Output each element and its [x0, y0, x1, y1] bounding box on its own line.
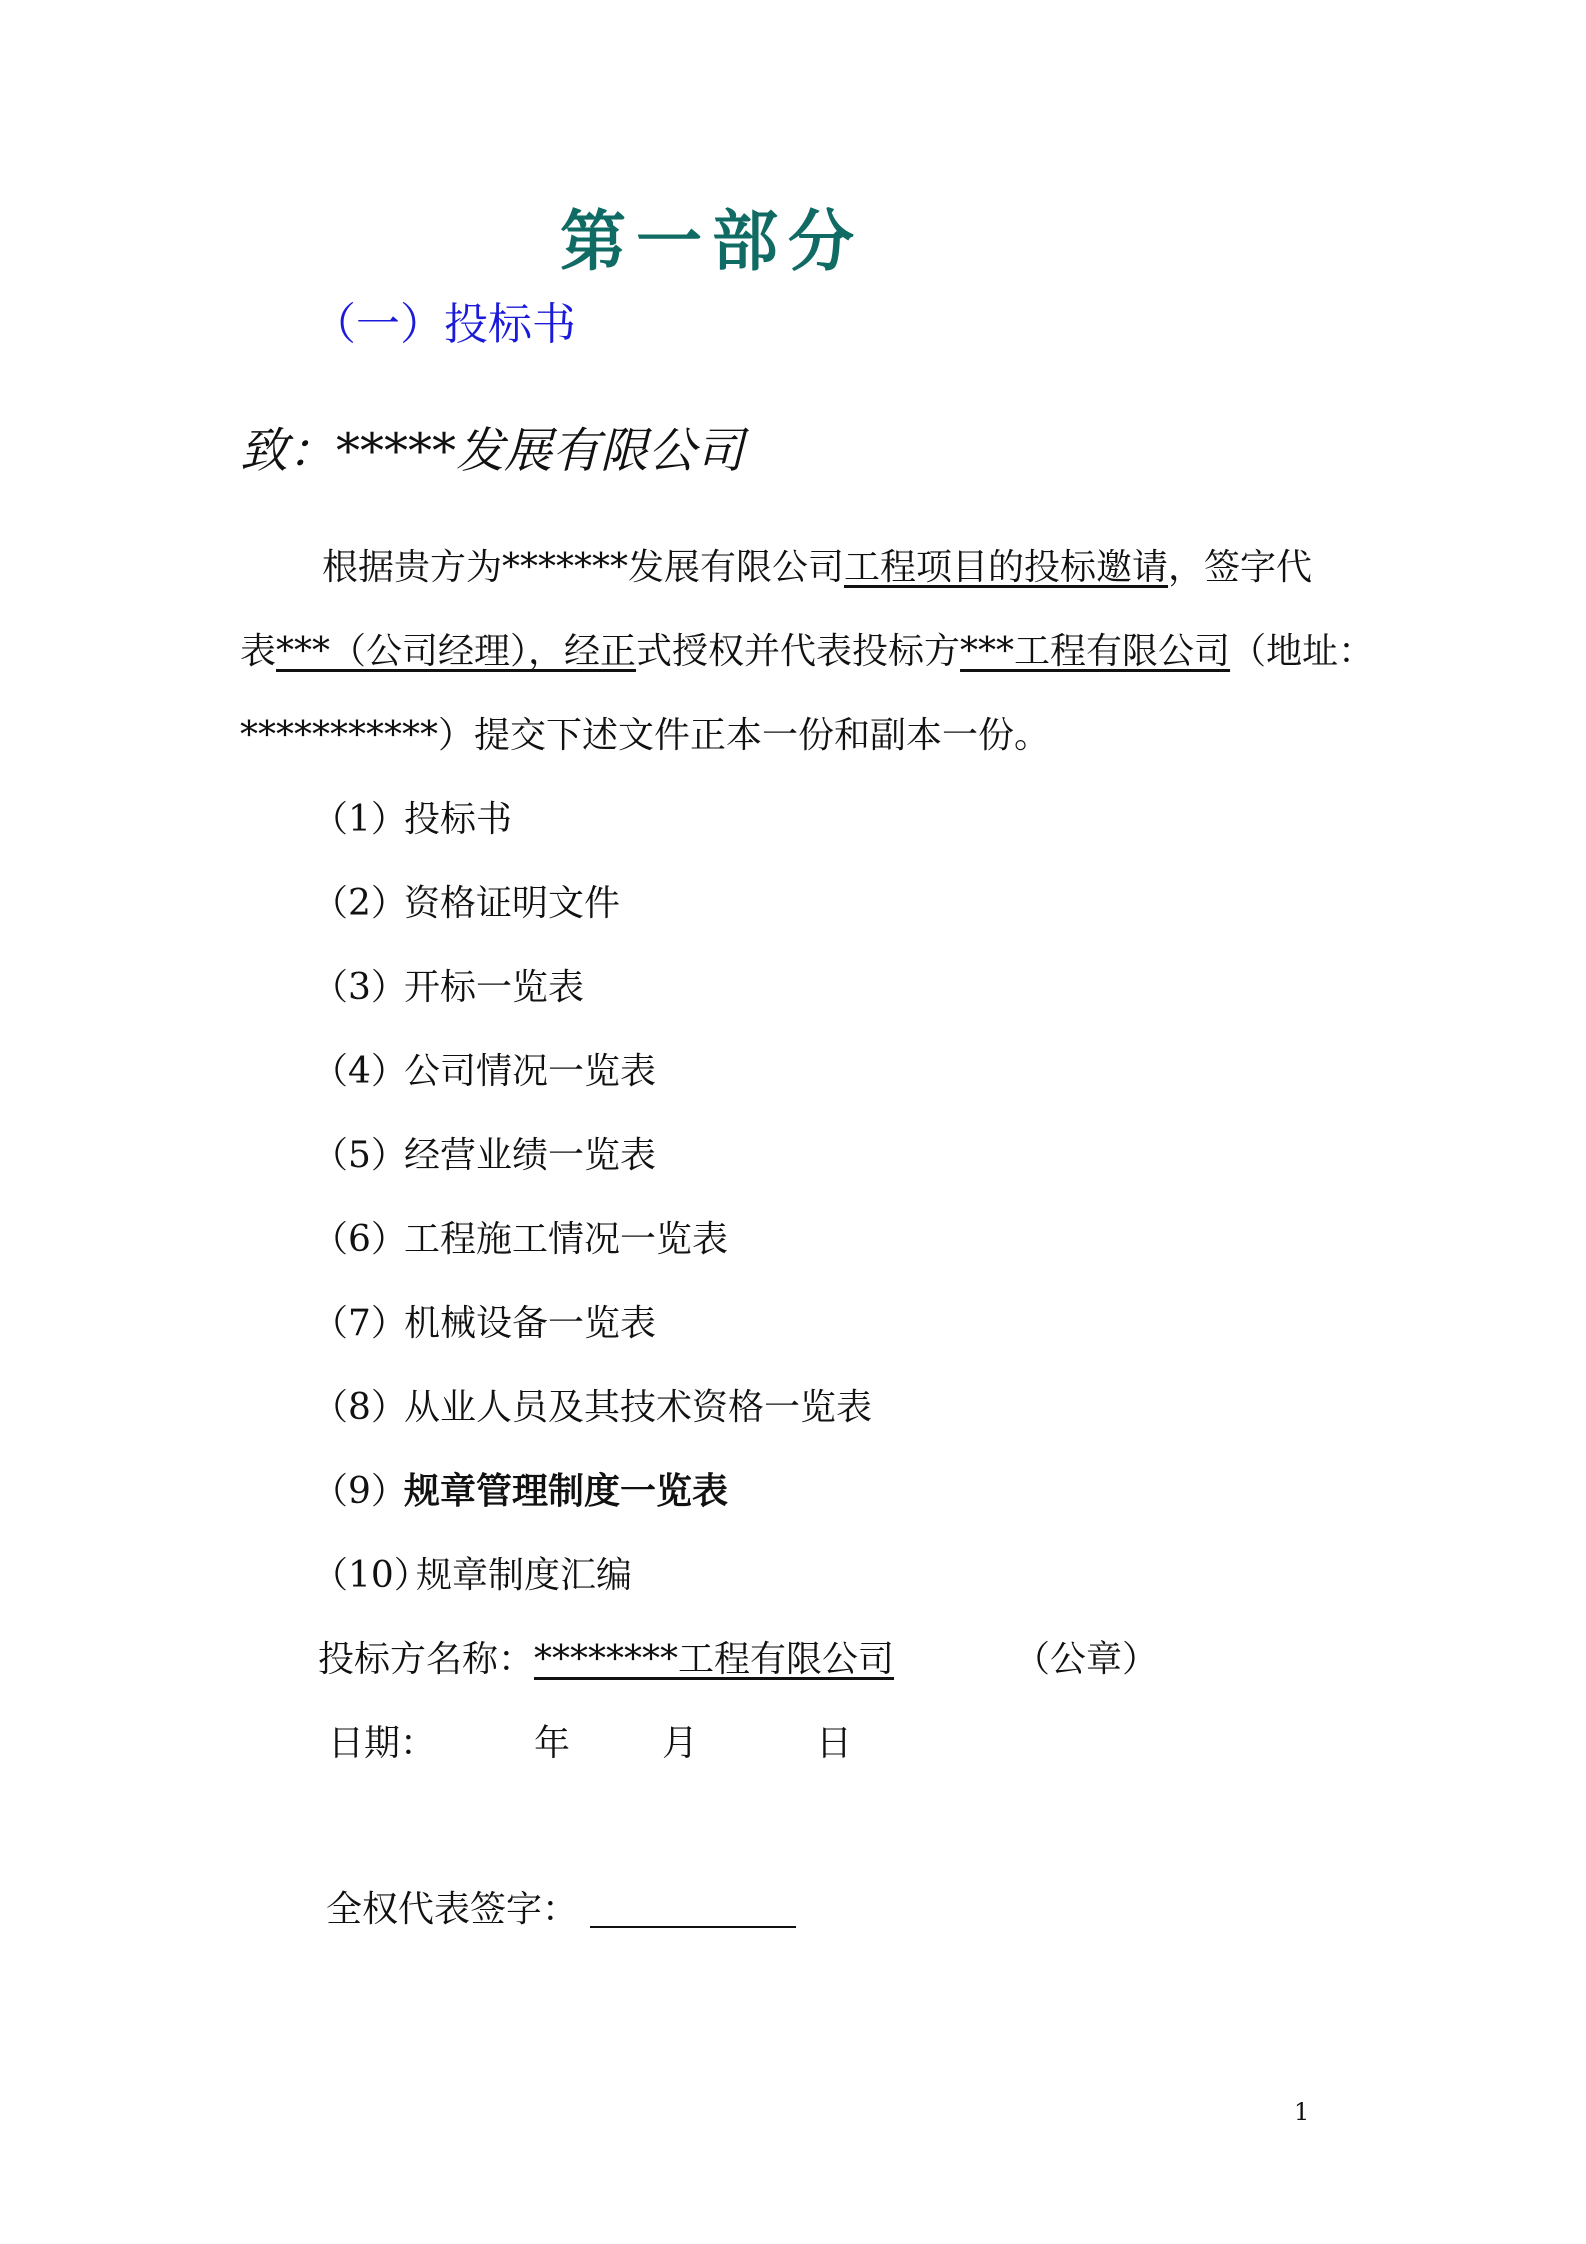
list-item — [312, 1218, 728, 1262]
signature-label: 全权代表签字： — [326, 1889, 579, 1930]
list-text: 机械设备一览表 — [404, 1303, 657, 1344]
list-number: （9） — [312, 1471, 407, 1512]
list-item — [312, 1554, 632, 1598]
paragraph-line-2 — [240, 630, 1374, 674]
list-item — [312, 1302, 656, 1346]
list-number: （2） — [312, 883, 407, 924]
list-text: 投标书 — [404, 799, 513, 840]
list-item — [312, 966, 584, 1010]
paragraph-line-3: ***********）提交下述文件正本一份和副本一份。 — [240, 715, 1051, 756]
bidder-name: ********工程有限公司 — [534, 1639, 895, 1680]
paragraph-text: 表 — [240, 631, 277, 672]
page-number: 1 — [1294, 2098, 1310, 2126]
paragraph-text: （地址： — [1230, 631, 1375, 672]
company-seal: （公章） — [1014, 1639, 1159, 1680]
list-item — [312, 1470, 728, 1514]
project-name-underlined: 工程项目的投标邀请 — [844, 547, 1169, 588]
date-label: 日期： — [328, 1723, 437, 1764]
addressee: 致：*****发展有限公司 — [240, 423, 745, 479]
list-text: 公司情况一览表 — [404, 1051, 657, 1092]
signature-line[interactable] — [590, 1926, 796, 1928]
list-text: 经营业绩一览表 — [404, 1135, 657, 1176]
list-number: （3） — [312, 967, 407, 1008]
part-title: 第一部分 — [560, 203, 864, 280]
list-text: 资格证明文件 — [404, 883, 621, 924]
date-year: 年 — [534, 1723, 571, 1764]
paragraph-text: 式授权并代表投标方 — [636, 631, 961, 672]
paragraph-text: ，签字代 — [1168, 547, 1313, 588]
bidder-name-row — [318, 1638, 894, 1682]
list-number: （4） — [312, 1051, 407, 1092]
list-item — [312, 1050, 656, 1094]
list-text: 规章管理制度一览表 — [404, 1471, 729, 1512]
bidder-label: 投标方名称： — [318, 1639, 535, 1680]
date-month: 月 — [662, 1723, 699, 1764]
list-number: （6） — [312, 1219, 407, 1260]
list-number: （8） — [312, 1387, 407, 1428]
list-item — [312, 798, 512, 842]
list-text: 从业人员及其技术资格一览表 — [404, 1387, 873, 1428]
list-number: （10） — [312, 1555, 430, 1596]
section-title: （一）投标书 — [312, 299, 576, 350]
list-number: （7） — [312, 1303, 407, 1344]
list-text: 开标一览表 — [404, 967, 585, 1008]
paragraph-text: 根据贵方为*******发展有限公司 — [322, 547, 845, 588]
date-day: 日 — [816, 1723, 853, 1764]
paragraph-line-1 — [322, 546, 1312, 590]
list-item — [312, 1134, 656, 1178]
list-number: （5） — [312, 1135, 407, 1176]
representative-underlined: ***（公司经理），经正 — [276, 631, 637, 672]
list-text: 规章制度汇编 — [416, 1555, 633, 1596]
list-item — [312, 882, 620, 926]
list-item — [312, 1386, 872, 1430]
list-text: 工程施工情况一览表 — [404, 1219, 729, 1260]
bidder-name-underlined: ***工程有限公司 — [960, 631, 1231, 672]
list-number: （1） — [312, 799, 407, 840]
